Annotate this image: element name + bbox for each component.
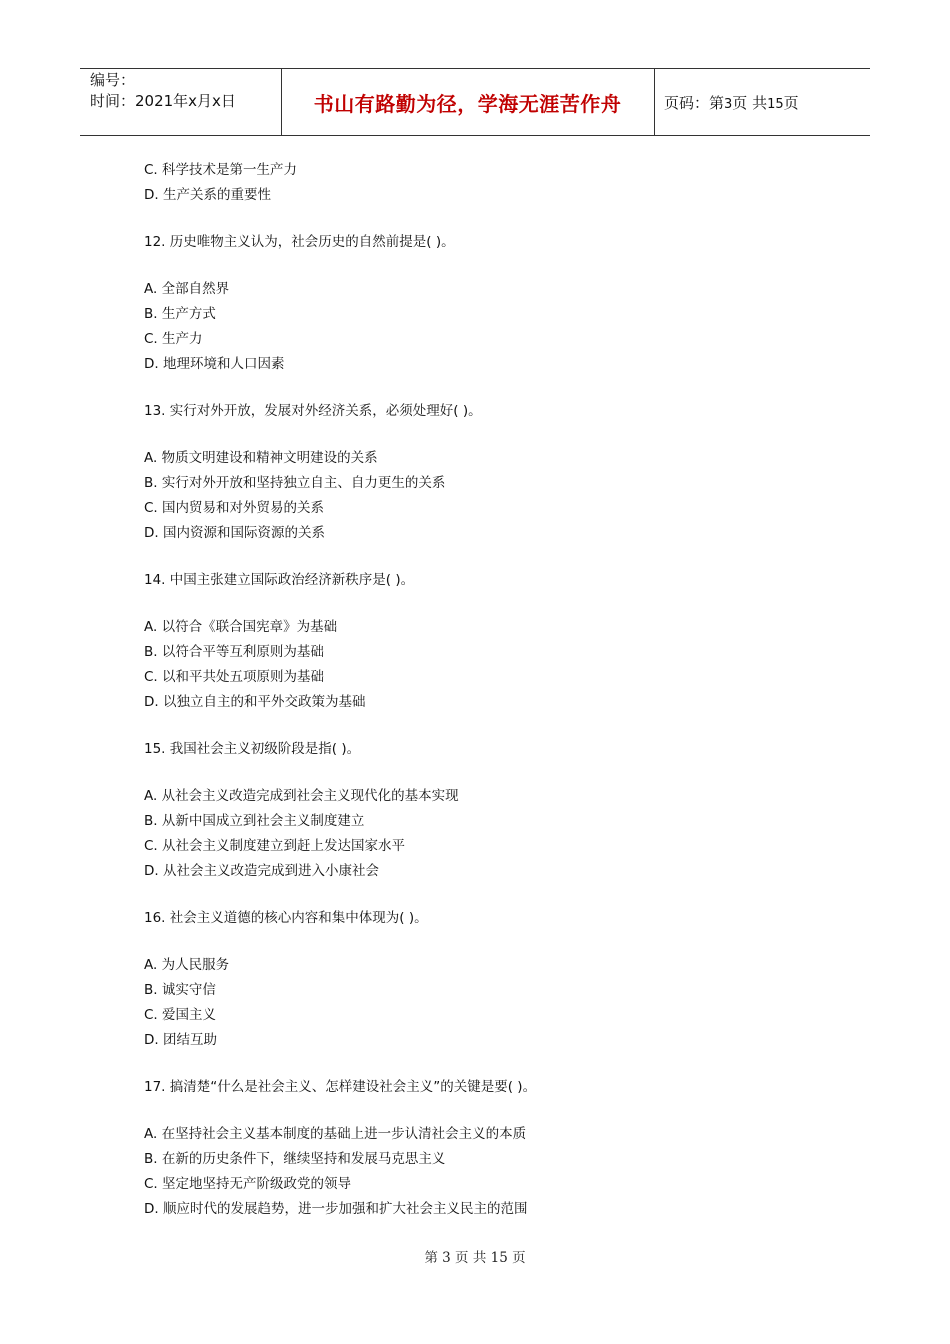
header-page-info <box>664 92 799 113</box>
option-item: C. 以和平共处五项原则为基础 <box>144 669 325 685</box>
option-item: D. 团结互助 <box>144 1032 217 1048</box>
question-content <box>144 158 844 1222</box>
option-item: D. 地理环境和人口因素 <box>144 356 285 372</box>
option-item: D. 以独立自主的和平外交政策为基础 <box>144 694 366 710</box>
header-number-label: 编号： <box>90 71 136 89</box>
page-footer: 第 3 页 共 15 页 <box>424 1250 526 1266</box>
option-item: C. 生产力 <box>144 331 203 347</box>
question-text: 17. 搞清楚“什么是社会主义、怎样建设社会主义”的关键是要( )。 <box>144 1079 537 1095</box>
option-item: C. 科学技术是第一生产力 <box>144 162 298 178</box>
header-page-current: 3 <box>724 97 733 112</box>
option-item: D. 从社会主义改造完成到进入小康社会 <box>144 863 379 879</box>
option-item: C. 爱国主义 <box>144 1007 217 1023</box>
question-text: 16. 社会主义道德的核心内容和集中体现为( )。 <box>144 910 428 926</box>
option-item: C. 坚定地坚持无产阶级政党的领导 <box>144 1176 352 1192</box>
question-text: 14. 中国主张建立国际政治经济新秩序是( )。 <box>144 572 415 588</box>
header-page-suffix: 页 <box>783 94 799 112</box>
header-date: 时间：2021年x月x日 <box>90 92 236 110</box>
option-item: C. 国内贸易和对外贸易的关系 <box>144 500 325 516</box>
option-item: C. 从社会主义制度建立到赶上发达国家水平 <box>144 838 406 854</box>
option-item: A. 在坚持社会主义基本制度的基础上进一步认清社会主义的本质 <box>144 1126 527 1142</box>
option-item: A. 从社会主义改造完成到社会主义现代化的基本实现 <box>144 788 459 804</box>
header-page-middle: 页 共 <box>732 94 768 112</box>
option-item: A. 物质文明建设和精神文明建设的关系 <box>144 450 378 466</box>
header-page-total: 15 <box>767 97 784 112</box>
question-12 <box>144 230 844 377</box>
header-divider-right <box>654 68 655 136</box>
question-text: 12. 历史唯物主义认为，社会历史的自然前提是( )。 <box>144 234 455 250</box>
header-top-rule <box>80 68 870 69</box>
option-item: B. 从新中国成立到社会主义制度建立 <box>144 813 365 829</box>
option-item: A. 以符合《联合国宪章》为基础 <box>144 619 338 635</box>
option-item: B. 诚实守信 <box>144 982 216 998</box>
question-14 <box>144 568 844 715</box>
question-15 <box>144 737 844 884</box>
option-item: B. 实行对外开放和坚持独立自主、自力更生的关系 <box>144 475 446 491</box>
option-item: A. 全部自然界 <box>144 281 230 297</box>
option-item: B. 在新的历史条件下，继续坚持和发展马克思主义 <box>144 1151 446 1167</box>
option-item: B. 以符合平等互利原则为基础 <box>144 644 324 660</box>
question-16 <box>144 906 844 1053</box>
option-item: D. 生产关系的重要性 <box>144 187 271 203</box>
option-item: D. 国内资源和国际资源的关系 <box>144 525 325 541</box>
option-item: D. 顺应时代的发展趋势，进一步加强和扩大社会主义民主的范围 <box>144 1201 528 1217</box>
previous-question-options <box>144 158 844 208</box>
header-motto: 书山有路勤为径，学海无涯苦作舟 <box>313 92 622 116</box>
option-item: A. 为人民服务 <box>144 957 230 973</box>
header-bottom-rule <box>80 135 870 136</box>
header-page-prefix: 页码：第 <box>664 94 725 112</box>
header-meta <box>90 70 236 112</box>
question-text: 15. 我国社会主义初级阶段是指( )。 <box>144 741 361 757</box>
option-item: B. 生产方式 <box>144 306 216 322</box>
question-13 <box>144 399 844 546</box>
question-17 <box>144 1075 844 1222</box>
question-text: 13. 实行对外开放，发展对外经济关系，必须处理好( )。 <box>144 403 482 419</box>
